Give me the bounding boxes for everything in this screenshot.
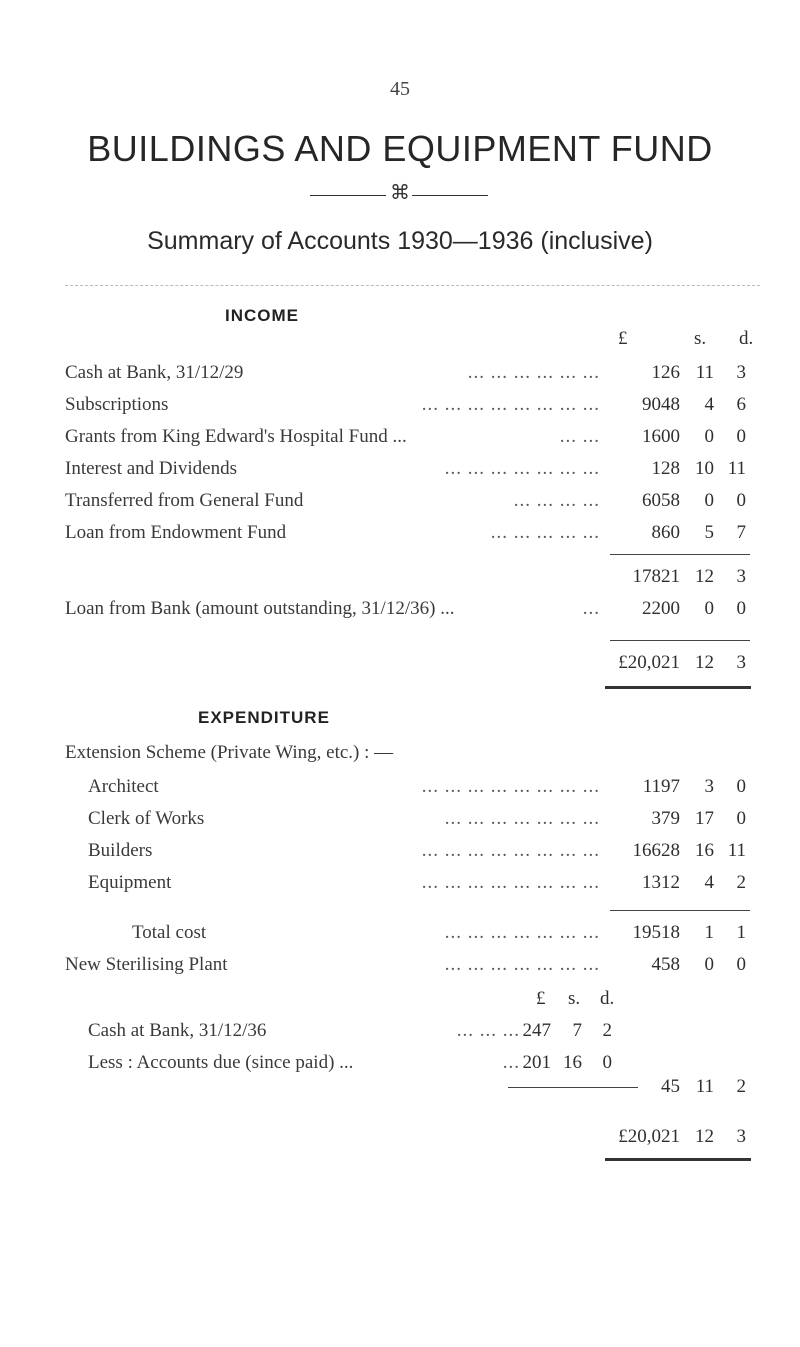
- total-cost-pounds: 19518: [632, 922, 680, 943]
- expenditure-row-shillings: 17: [695, 808, 714, 829]
- sterilising-plant-pence: 0: [736, 954, 746, 975]
- income-row-label: Subscriptions: [65, 394, 169, 415]
- expenditure-row-pence: 0: [736, 776, 746, 797]
- expenditure-row-leader: ... ... ... ... ... ... ... ...: [421, 872, 600, 893]
- income-row-pence: 0: [736, 426, 746, 447]
- sterilising-plant-pounds: 458: [651, 954, 680, 975]
- bank-loan-shillings: 0: [704, 598, 714, 619]
- income-row-label: Transferred from General Fund: [65, 490, 304, 511]
- income-pounds-header: £: [618, 328, 628, 349]
- inner-pounds-header: £: [536, 988, 546, 1009]
- income-row-leader: ... ... ... ... ...: [490, 522, 600, 543]
- less-accounts-label: Less : Accounts due (since paid) ...: [88, 1052, 354, 1073]
- cash-at-bank-label: Cash at Bank, 31/12/36: [88, 1020, 267, 1041]
- income-subtotal-pence: 3: [736, 566, 746, 587]
- income-row-pence: 6: [736, 394, 746, 415]
- income-row-pounds: 1600: [642, 426, 680, 447]
- income-total-pounds: £20,021: [618, 652, 680, 673]
- income-row-shillings: 11: [695, 362, 714, 383]
- bank-loan-pence: 0: [736, 598, 746, 619]
- income-row-shillings: 4: [704, 394, 714, 415]
- page-title: BUILDINGS AND EQUIPMENT FUND: [87, 128, 713, 169]
- sterilising-plant-label: New Sterilising Plant: [65, 954, 228, 975]
- section-divider: [65, 285, 760, 286]
- expenditure-row-leader: ... ... ... ... ... ... ...: [444, 808, 600, 829]
- income-row-pence: 11: [727, 458, 746, 479]
- inner-pence-header: d.: [600, 988, 615, 1009]
- income-row-label: Cash at Bank, 31/12/29: [65, 362, 244, 383]
- sterilising-plant-shillings: 0: [704, 954, 714, 975]
- extension-scheme-label: Extension Scheme (Private Wing, etc.) : —: [65, 742, 394, 763]
- page-number: 45: [390, 78, 410, 100]
- expenditure-total-shillings: 12: [695, 1126, 714, 1147]
- income-double-rule: [605, 686, 751, 689]
- total-cost-shillings: 1: [704, 922, 714, 943]
- income-row-pounds: 128: [651, 458, 680, 479]
- bank-loan-label: Loan from Bank (amount outstanding, 31/12/36) ...: [65, 598, 455, 619]
- expenditure-row-pounds: 379: [651, 808, 680, 829]
- income-row-shillings: 0: [704, 490, 714, 511]
- less-accounts-leader: ...: [502, 1052, 520, 1073]
- income-row-pence: 0: [736, 490, 746, 511]
- income-row-pence: 3: [736, 362, 746, 383]
- inner-shillings-header: s.: [568, 988, 581, 1009]
- cash-at-bank-pence: 2: [602, 1020, 612, 1041]
- page-subtitle: Summary of Accounts 1930—1936 (inclusive): [147, 227, 653, 255]
- income-row-pounds: 126: [651, 362, 680, 383]
- expenditure-row-label: Clerk of Works: [88, 808, 205, 829]
- income-row-leader: ... ... ... ... ... ... ...: [444, 458, 600, 479]
- income-row-pence: 7: [736, 522, 746, 543]
- income-row-shillings: 5: [704, 522, 714, 543]
- income-row-shillings: 0: [704, 426, 714, 447]
- less-accounts-pence: 0: [602, 1052, 612, 1073]
- sterilising-plant-leader: ... ... ... ... ... ... ...: [444, 954, 600, 975]
- income-row-pounds: 9048: [642, 394, 680, 415]
- less-accounts-pounds: 201: [522, 1052, 551, 1073]
- total-cost-leader: ... ... ... ... ... ... ...: [444, 922, 600, 943]
- income-pence-header: d.: [739, 328, 754, 349]
- expenditure-row-pounds: 1197: [642, 776, 680, 797]
- balance-shillings: 11: [695, 1076, 714, 1097]
- income-heading: INCOME: [225, 306, 299, 325]
- expenditure-row-shillings: 4: [704, 872, 714, 893]
- bank-loan-leader: ...: [582, 598, 600, 619]
- expenditure-double-rule: [605, 1158, 751, 1161]
- income-subtotal-rule: [610, 554, 750, 555]
- total-cost-label: Total cost: [132, 922, 207, 943]
- total-cost-pence: 1: [736, 922, 746, 943]
- expenditure-row-label: Builders: [88, 840, 153, 861]
- income-total-pence: 3: [736, 652, 746, 673]
- income-row-leader: ... ... ... ... ... ... ... ...: [421, 394, 600, 415]
- expenditure-row-pence: 0: [736, 808, 746, 829]
- expenditure-row-pence: 2: [736, 872, 746, 893]
- income-row-label: Loan from Endowment Fund: [65, 522, 287, 543]
- cash-at-bank-shillings: 7: [572, 1020, 582, 1041]
- income-row-leader: ... ... ... ...: [513, 490, 600, 511]
- cash-at-bank-pounds: 247: [522, 1020, 551, 1041]
- income-subtotal-shillings: 12: [695, 566, 714, 587]
- ornament-icon: ⌘: [390, 182, 410, 204]
- expenditure-subtotal-rule: [610, 910, 750, 911]
- income-row-label: Grants from King Edward's Hospital Fund ...: [65, 426, 407, 447]
- expenditure-row-pounds: 1312: [642, 872, 680, 893]
- balance-pounds: 45: [661, 1076, 680, 1097]
- expenditure-row-label: Architect: [88, 776, 159, 797]
- expenditure-row-leader: ... ... ... ... ... ... ... ...: [421, 776, 600, 797]
- income-subtotal-pounds: 17821: [632, 566, 680, 587]
- expenditure-row-leader: ... ... ... ... ... ... ... ...: [421, 840, 600, 861]
- income-row-pounds: 860: [651, 522, 680, 543]
- expenditure-heading: EXPENDITURE: [198, 708, 330, 727]
- expenditure-row-shillings: 3: [704, 776, 714, 797]
- expenditure-row-pence: 11: [727, 840, 746, 861]
- less-accounts-shillings: 16: [563, 1052, 582, 1073]
- expenditure-row-label: Equipment: [88, 872, 172, 893]
- income-row-leader: ... ... ... ... ... ...: [467, 362, 600, 383]
- expenditure-total-pounds: £20,021: [618, 1126, 680, 1147]
- expenditure-row-pounds: 16628: [632, 840, 680, 861]
- income-shillings-header: s.: [694, 328, 707, 349]
- bank-loan-pounds: 2200: [642, 598, 680, 619]
- ornament-rule-right: [412, 195, 488, 196]
- balance-pence: 2: [736, 1076, 746, 1097]
- income-row-leader: ... ...: [559, 426, 600, 447]
- income-total-rule: [610, 640, 750, 641]
- income-row-label: Interest and Dividends: [65, 458, 238, 479]
- expenditure-row-shillings: 16: [695, 840, 714, 861]
- income-row-shillings: 10: [695, 458, 714, 479]
- income-total-shillings: 12: [695, 652, 714, 673]
- expenditure-total-pence: 3: [736, 1126, 746, 1147]
- cash-at-bank-leader: ... ... ...: [456, 1020, 520, 1041]
- income-row-pounds: 6058: [642, 490, 680, 511]
